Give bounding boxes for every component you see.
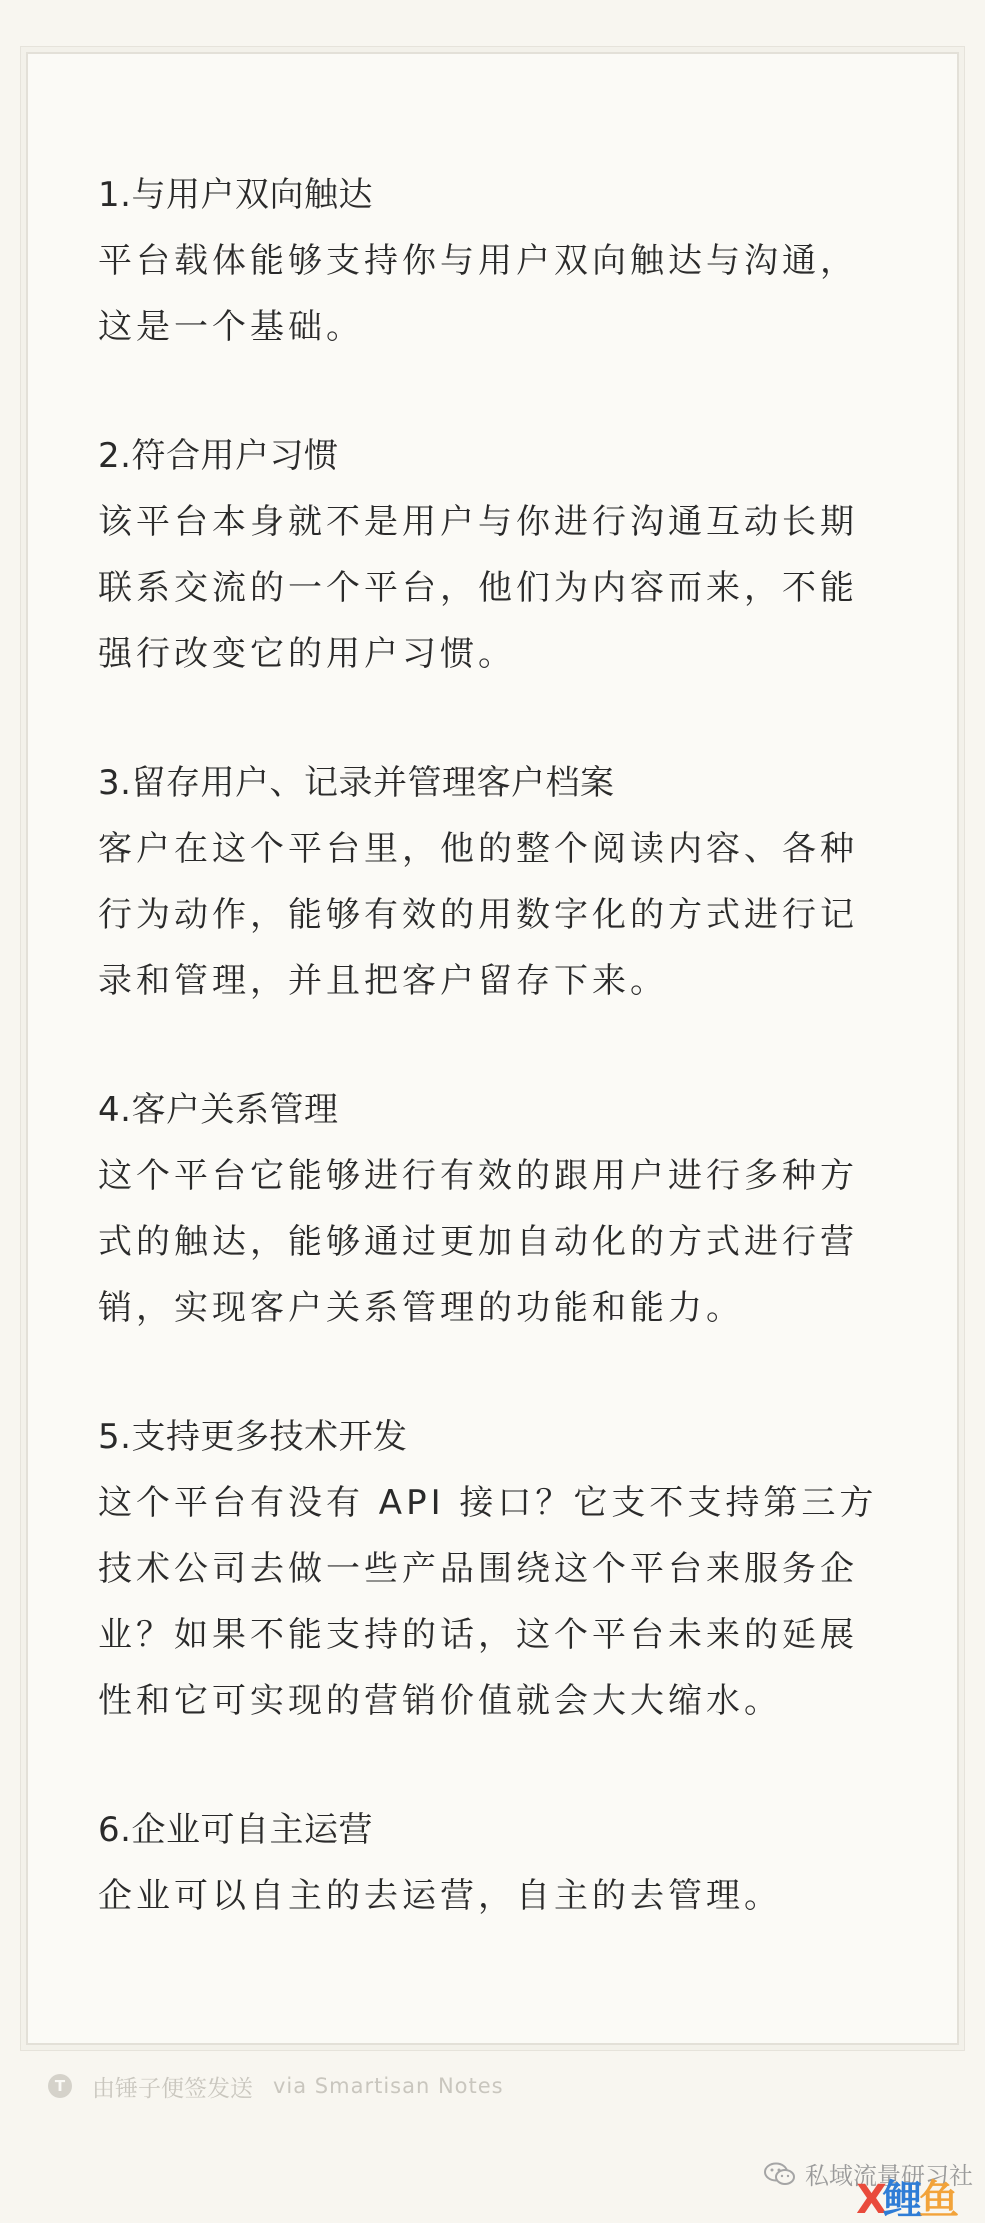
footer-via: via Smartisan Notes	[273, 2074, 504, 2098]
section-line: 销，实现客户关系管理的功能和能力。	[98, 1288, 744, 1328]
logo-char: 鱼	[919, 2177, 955, 2223]
note-footer	[48, 2066, 504, 2106]
section-line: 联系交流的一个平台，他们为内容而来，不能	[98, 568, 858, 608]
section-title: 3.留存用户、记录并管理客户档案	[98, 763, 615, 803]
note-section-2	[98, 423, 918, 687]
logo-char: 鲤	[883, 2177, 919, 2223]
note-section-1	[98, 162, 918, 360]
logo-char: X	[856, 2177, 883, 2223]
note-card	[26, 52, 959, 2045]
carp-logo	[856, 2178, 955, 2222]
note-section-4	[98, 1077, 918, 1341]
section-line: 该平台本身就不是用户与你进行沟通互动长期	[98, 502, 858, 542]
section-line: 企业可以自主的去运营，自主的去管理。	[98, 1876, 782, 1916]
note-section-5	[98, 1404, 918, 1734]
section-line: 强行改变它的用户习惯。	[98, 634, 516, 674]
section-line: 行为动作，能够有效的用数字化的方式进行记	[98, 895, 858, 935]
section-line: 业？如果不能支持的话，这个平台未来的延展	[98, 1615, 858, 1655]
smartisan-logo-icon: T	[48, 2074, 72, 2098]
section-title: 1.与用户双向触达	[98, 175, 373, 215]
section-line: 这是一个基础。	[98, 307, 364, 347]
wechat-icon	[763, 2161, 797, 2187]
note-section-6	[98, 1797, 918, 1929]
section-line: 性和它可实现的营销价值就会大大缩水。	[98, 1681, 782, 1721]
watermark-account-name: 私域流量研习社	[805, 2162, 973, 2190]
note-content	[98, 162, 918, 1992]
section-line: 客户在这个平台里，他的整个阅读内容、各种	[98, 829, 858, 869]
section-title: 6.企业可自主运营	[98, 1810, 373, 1850]
note-section-3	[98, 750, 918, 1014]
section-line: 式的触达，能够通过更加自动化的方式进行营	[98, 1222, 858, 1262]
section-line: 平台载体能够支持你与用户双向触达与沟通，	[98, 241, 858, 281]
section-title: 4.客户关系管理	[98, 1090, 339, 1130]
section-line: 这个平台它能够进行有效的跟用户进行多种方	[98, 1156, 858, 1196]
section-title: 5.支持更多技术开发	[98, 1417, 408, 1457]
section-line: 技术公司去做一些产品围绕这个平台来服务企	[98, 1549, 858, 1589]
section-line: 这个平台有没有 API 接口？它支不支持第三方	[98, 1483, 878, 1523]
section-line: 录和管理，并且把客户留存下来。	[98, 961, 668, 1001]
section-title: 2.符合用户习惯	[98, 436, 339, 476]
footer-sent-by: 由锤子便签发送	[92, 2075, 253, 2102]
